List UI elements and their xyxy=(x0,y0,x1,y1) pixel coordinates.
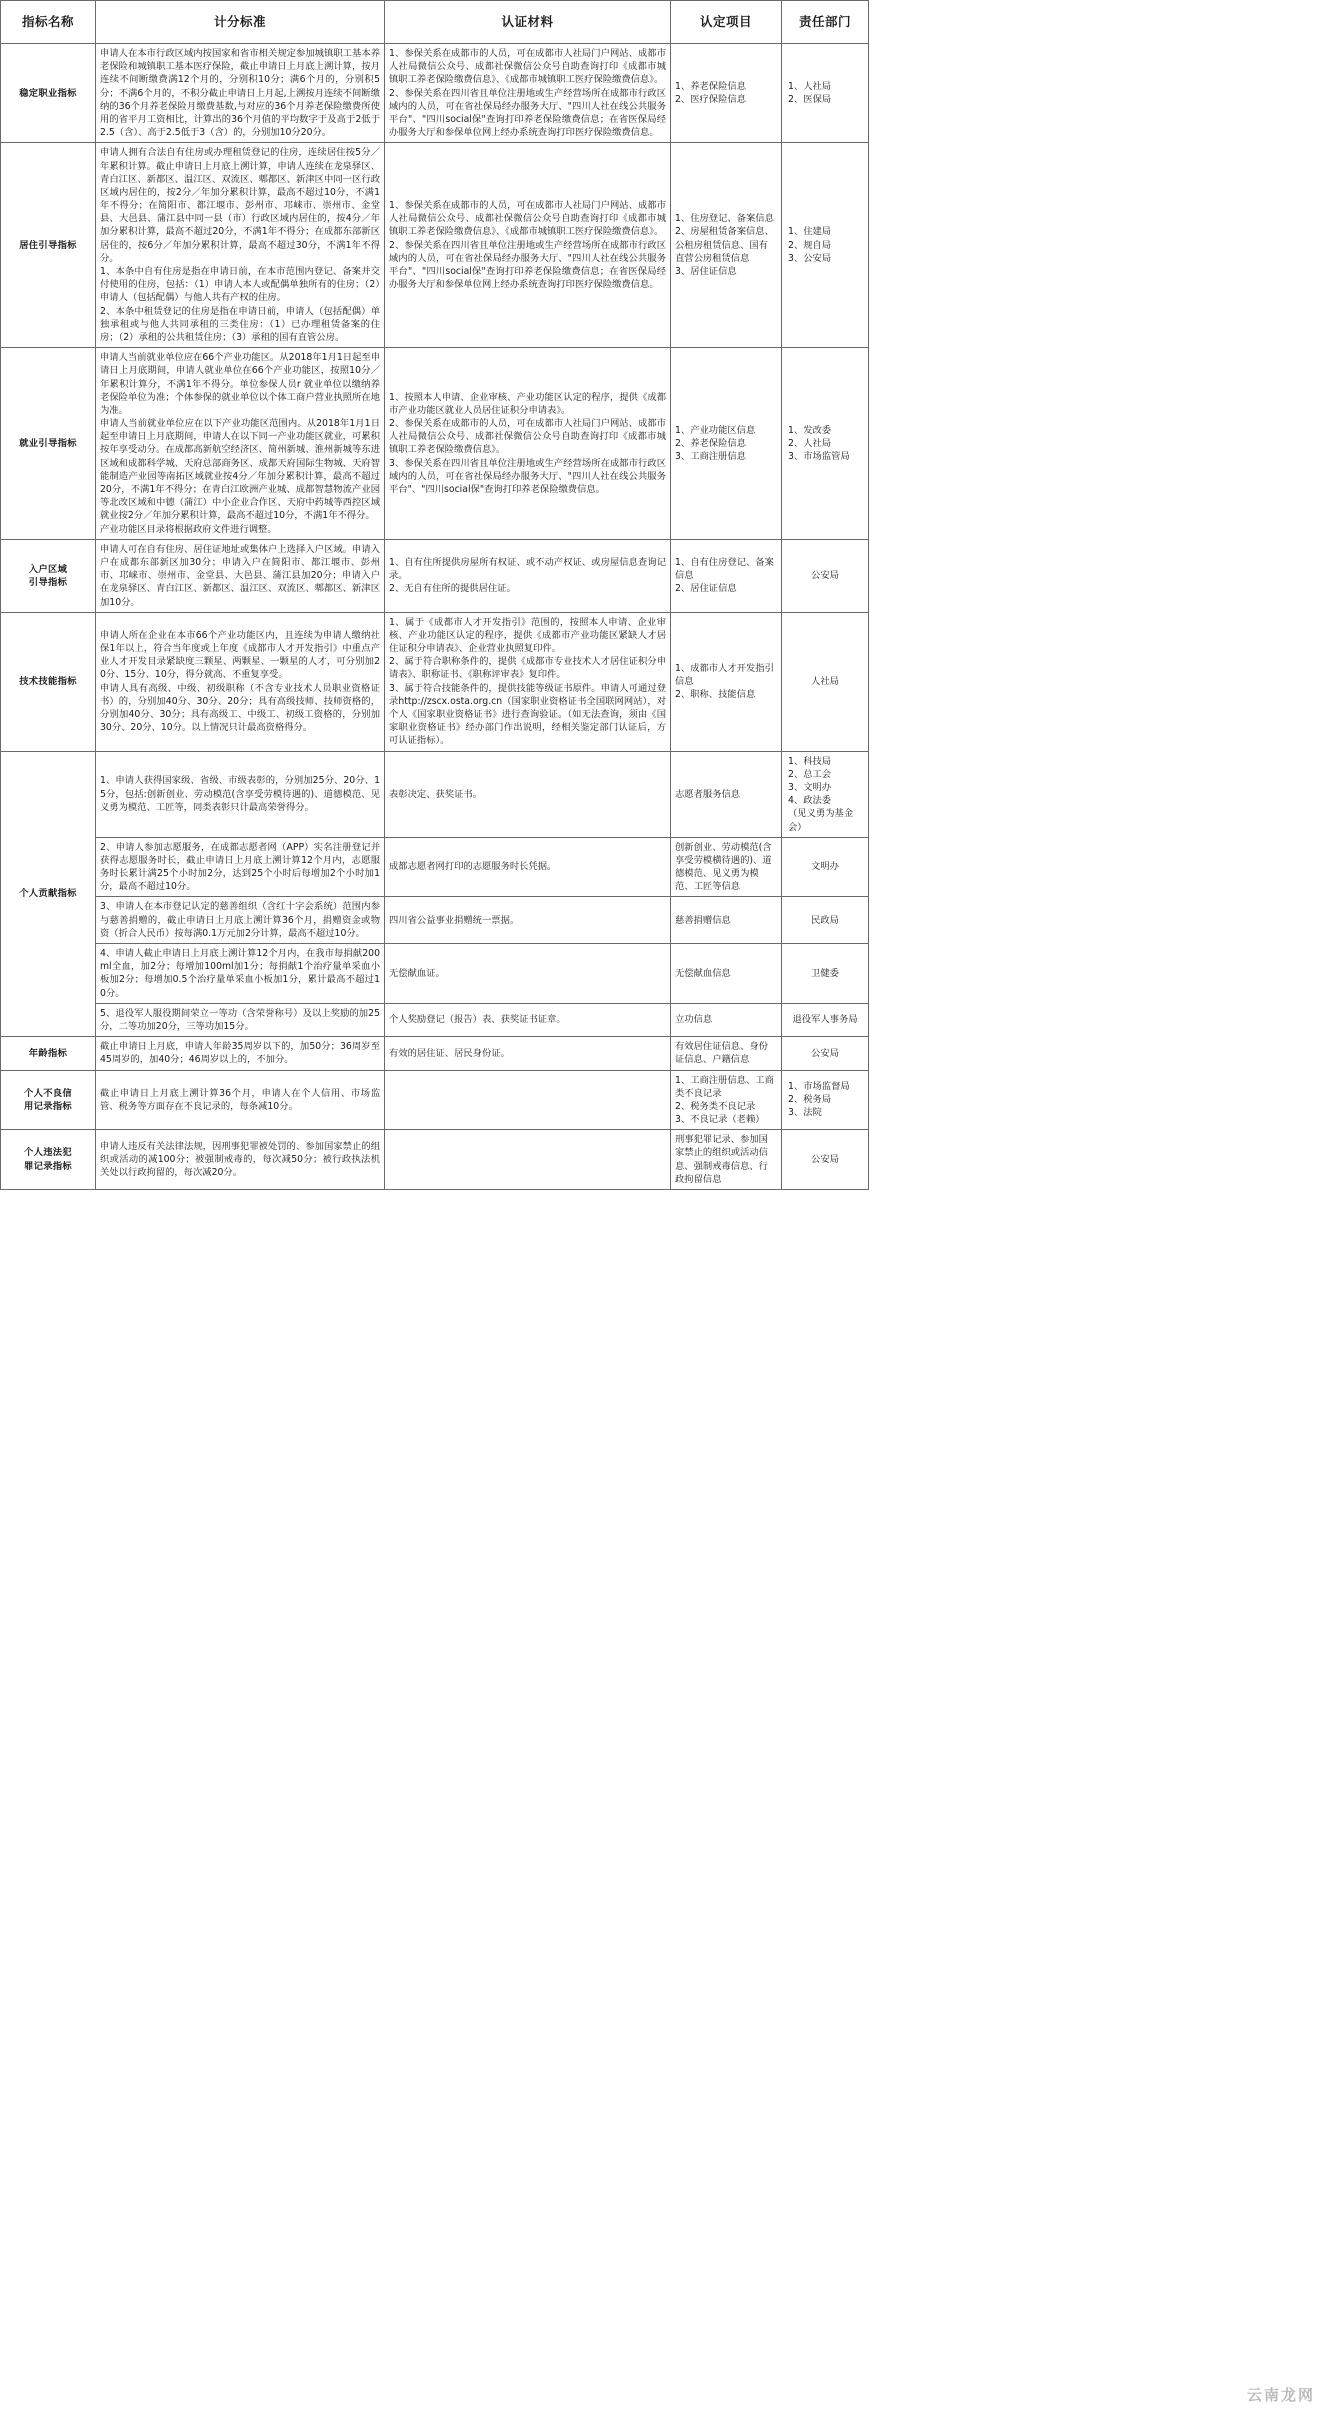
recognition-item-cell: 立功信息 xyxy=(671,1003,782,1036)
scoring-criteria-cell: 申请人可在自有住房、居住证地址或集体户上选择入户区域。申请入户在成都东部新区加30分；申请入户在简阳市、都江堰市、彭州市、邛崃市、崇州市、金堂县、大邑县、蒲江县加20分；申请入户在龙泉驿区、青白江区、新都区、温江区、双流区、郫都区、新津区加10分。 xyxy=(96,539,385,612)
certification-material-cell: 表彰决定、获奖证书。 xyxy=(385,751,671,837)
certification-material-cell: 有效的居住证、居民身份证。 xyxy=(385,1037,671,1070)
certification-material-cell xyxy=(385,1070,671,1130)
indicator-name-cell: 入户区域 引导指标 xyxy=(1,539,96,612)
scoring-criteria-cell: 5、退役军人服役期间荣立一等功（含荣誉称号）及以上奖励的加25分，二等功加20分，三等功加15分。 xyxy=(96,1003,385,1036)
table-body xyxy=(1,44,869,1190)
responsible-department-cell: 1、市场监督局 2、税务局 3、法院 xyxy=(782,1070,869,1130)
scoring-criteria-cell: 申请人所在企业在本市66个产业功能区内，且连续为申请人缴纳社保1年以上，符合当年度或上年度《成都市人才开发指引》中重点产业人才开发目录紧缺度三颗星、两颗星、一颗星的人才，可分别加20分、15分、10分，得分就高、不重复享受。 申请人具有高级、中级、初级职称（不含专业技术人员职业资格证书）的，分别加40分、30分、20分；具有高级技师、技师资格的，分别加40分、30分；具有高级工、中级工、初级工资格的，分别加30分、20分、10分。以上情况只计最高资格得分。 xyxy=(96,612,385,751)
responsible-department-cell: 1、发改委 2、人社局 3、市场监管局 xyxy=(782,348,869,540)
table-row xyxy=(1,1037,869,1070)
indicator-name-cell: 年龄指标 xyxy=(1,1037,96,1070)
certification-material-cell: 1、参保关系在成都市的人员，可在成都市人社局门户网站、成都市人社局微信公众号、成都社保微信公众号自助查询打印《成都市城镇职工养老保险缴费信息》、《成都市城镇职工医疗保险缴费信息》。 2、参保关系在四川省且单位注册地或生产经营场所在成都市行政区域内的人员，可在省社保局经办服务大厅、"四川人社在线公共服务平台"、"四川social保"查询打印养老保险缴费信息；在省医保局经办服务大厅和参保单位网上经办系统查询打印医疗保险缴费信息。 xyxy=(385,44,671,143)
indicator-name-cell: 就业引导指标 xyxy=(1,348,96,540)
column-header-recognition-item: 认定项目 xyxy=(671,1,782,44)
responsible-department-cell: 公安局 xyxy=(782,539,869,612)
scoring-criteria-cell: 2、申请人参加志愿服务，在成都志愿者网（APP）实名注册登记并获得志愿服务时长，截止申请日上月底上溯计算12个月内，志愿服务时长累计满25个小时加2分，达到25个小时后每增加2个小时加1分，最高不超过10分。 xyxy=(96,837,385,897)
column-header-scoring-criteria: 计分标准 xyxy=(96,1,385,44)
recognition-item-cell: 无偿献血信息 xyxy=(671,944,782,1004)
table-row xyxy=(1,1130,869,1190)
recognition-item-cell: 创新创业、劳动模范(含享受劳模横待遇的)、道德模范、见义勇为模范、工匠等信息 xyxy=(671,837,782,897)
responsible-department-cell: 民政局 xyxy=(782,897,869,944)
header-row xyxy=(1,1,869,44)
table-row xyxy=(1,44,869,143)
column-header-responsible-department: 责任部门 xyxy=(782,1,869,44)
certification-material-cell xyxy=(385,1130,671,1190)
responsible-department-cell: 退役军人事务局 xyxy=(782,1003,869,1036)
scoring-criteria-cell: 截止申请日上月底，申请人年龄35周岁以下的，加50分；36周岁至45周岁的，加40分；46周岁以上的，不加分。 xyxy=(96,1037,385,1070)
scoring-criteria-cell: 申请人违反有关法律法规，因刑事犯罪被处罚的、参加国家禁止的组织或活动的减100分；被强制戒毒的，每次减50分；被行政执法机关处以行政拘留的，每次减20分。 xyxy=(96,1130,385,1190)
recognition-item-cell: 1、住房登记、备案信息 2、房屋租赁备案信息、公租房租赁信息、国有直营公房租赁信息 3、居住证信息 xyxy=(671,143,782,348)
indicator-name-cell: 个人不良信 用记录指标 xyxy=(1,1070,96,1130)
responsible-department-cell: 公安局 xyxy=(782,1037,869,1070)
table-row xyxy=(1,539,869,612)
table-row xyxy=(1,837,869,897)
scoring-criteria-cell: 1、申请人获得国家级、省级、市级表彰的，分别加25分、20分、15分，包括:创新创业、劳动模范(含享受劳模待遇的)、道德模范、见义勇为模范、工匠等，同类表彰只计最高荣誉得分。 xyxy=(96,751,385,837)
scoring-criteria-cell: 3、申请人在本市登记认定的慈善组织（含红十字会系统）范围内参与慈善捐赠的，截止申请日上月底上溯计算36个月，捐赠资金或物资（折合人民币）按每满0.1万元加2分计算，最高不超过10分。 xyxy=(96,897,385,944)
column-header-certification-materials: 认证材料 xyxy=(385,1,671,44)
column-header-indicator-name: 指标名称 xyxy=(1,1,96,44)
certification-material-cell: 无偿献血证。 xyxy=(385,944,671,1004)
scoring-criteria-cell: 申请人在本市行政区域内按国家和省市相关规定参加城镇职工基本养老保险和城镇职工基本医疗保险，截止申请日上月底上溯计算，按月连续不间断缴费满12个月的，分别积10分；满6个月的，分别积5分；不满6个月的，不积分截止申请日上月起,上溯按月连续不间断缴纳的36个月养老保险月缴费基数,与对应的36个月养老保险缴费所使用的省平月工资相比，计算出的36个月值的平均数字于及高于2低于2.5（含）、高于2.5低于3（含）的，分别加10分20分。 xyxy=(96,44,385,143)
indicator-name-cell: 个人贡献指标 xyxy=(1,751,96,1037)
recognition-item-cell: 1、自有住房登记、备案信息 2、居住证信息 xyxy=(671,539,782,612)
responsible-department-cell: 卫健委 xyxy=(782,944,869,1004)
table-row xyxy=(1,1070,869,1130)
indicator-name-cell: 个人违法犯 罪记录指标 xyxy=(1,1130,96,1190)
indicator-name-cell: 稳定职业指标 xyxy=(1,44,96,143)
certification-material-cell: 1、自有住所提供房屋所有权证、或不动产权证、或房屋信息查询记录。 2、无自有住所的提供居住证。 xyxy=(385,539,671,612)
points-criteria-table xyxy=(0,0,869,1190)
indicator-name-cell: 居住引导指标 xyxy=(1,143,96,348)
recognition-item-cell: 志愿者服务信息 xyxy=(671,751,782,837)
recognition-item-cell: 慈善捐赠信息 xyxy=(671,897,782,944)
indicator-name-cell: 技术技能指标 xyxy=(1,612,96,751)
watermark: 云南龙网 xyxy=(1246,2386,1315,2404)
recognition-item-cell: 有效居住证信息、身份证信息、户籍信息 xyxy=(671,1037,782,1070)
recognition-item-cell: 1、工商注册信息、工商类不良记录 2、税务类不良记录 3、不良记录（老赖） xyxy=(671,1070,782,1130)
certification-material-cell: 1、属于《成都市人才开发指引》范围的，按照本人申请、企业审核、产业功能区认定的程序，提供《成都市产业功能区紧缺人才居住证积分申请表》、企业营业执照复印件。 2、属于符合职称条件的，提供《成都市专业技术人才居住证积分申请表》、职称证书、《职称评审表》复印件。 3、属于符合技能条件的，提供技能等级证书原件。申请人可通过登录http://zscx.osta.org.cn（国家职业资格证书全国联网网站），对个人《国家职业资格证书》进行查询验证。（如无法查询，须由《国家职业资格证书》经办部门作出说明，经相关鉴定部门认证后，方可认证指标）。 xyxy=(385,612,671,751)
certification-material-cell: 个人奖励登记（报告）表、获奖证书证章。 xyxy=(385,1003,671,1036)
scoring-criteria-cell: 截止申请日上月底上溯计算36个月，申请人在个人信用、市场监管、税务等方面存在不良记录的，每条减10分。 xyxy=(96,1070,385,1130)
responsible-department-cell: 1、人社局 2、医保局 xyxy=(782,44,869,143)
responsible-department-cell: 公安局 xyxy=(782,1130,869,1190)
certification-material-cell: 1、按照本人申请、企业审核、产业功能区认定的程序，提供《成都市产业功能区就业人员居住证积分申请表》。 2、参保关系在成都市的人员，可在成都市人社局门户网站、成都市人社局微信公众号、成都社保微信公众号自助查询打印《成都市城镇职工养老保险缴费信息》。 3、参保关系在四川省且单位注册地或生产经营场所在成都市行政区域内的人员，可在省社保局经办服务大厅、"四川人社在线公共服务平台"、"四川social保"查询打印养老保险缴费信息。 xyxy=(385,348,671,540)
table-row xyxy=(1,751,869,837)
recognition-item-cell: 刑事犯罪记录、参加国家禁止的组织或活动信息、强制戒毒信息、行政拘留信息 xyxy=(671,1130,782,1190)
table-header xyxy=(1,1,869,44)
certification-material-cell: 四川省公益事业捐赠统一票据。 xyxy=(385,897,671,944)
table-row xyxy=(1,612,869,751)
recognition-item-cell: 1、成都市人才开发指引信息 2、职称、技能信息 xyxy=(671,612,782,751)
recognition-item-cell: 1、产业功能区信息 2、养老保险信息 3、工商注册信息 xyxy=(671,348,782,540)
responsible-department-cell: 1、住建局 2、规自局 3、公安局 xyxy=(782,143,869,348)
table-row xyxy=(1,348,869,540)
table-row xyxy=(1,143,869,348)
table-row xyxy=(1,944,869,1004)
scoring-criteria-cell: 申请人拥有合法自有住房或办理租赁登记的住房，连续居住按5分／年累积计算。截止申请日上月底上溯计算，申请人连续在龙泉驿区、青白江区、新都区、温江区、双流区、郫都区、新津区中同一区行政区域内居住的，按2分／年加分累积计算，最高不超过10分，不满1年不得分；在简阳市、都江堰市、彭州市、邛崃市、崇州市、金堂县、大邑县、蒲江县中同一县（市）行政区域内居住的，按4分／年加分累积计算，最高不超过20分，不满1年不得分；在成都东部新区居住的，按6分／年加分累积计算，最高不超过30分，不满1年不得分。 1、本条中自有住房是指在申请日前，在本市范围内登记、备案并交付使用的住房，包括：（1）申请人本人或配偶单独所有的住房；（2）申请人（包括配偶）与他人共有产权的住房。 2、本条中租赁登记的住房是指在申请日前，申请人（包括配偶）单独承租或与他人共同承租的三类住房：（1）已办理租赁备案的住房；（2）承租的公共租赁住房；（3）承租的国有直管公房。 xyxy=(96,143,385,348)
recognition-item-cell: 1、养老保险信息 2、医疗保险信息 xyxy=(671,44,782,143)
table-row xyxy=(1,897,869,944)
responsible-department-cell: 人社局 xyxy=(782,612,869,751)
certification-material-cell: 1、参保关系在成都市的人员，可在成都市人社局门户网站、成都市人社局微信公众号、成都社保微信公众号自助查询打印《成都市城镇职工养老保险缴费信息》、《成都市城镇职工医疗保险缴费信息》。 2、参保关系在四川省且单位注册地或生产经营场所在成都市行政区域内的人员，可在省社保局经办服务大厅、"四川人社在线公共服务平台"、"四川social保"查询打印养老保险缴费信息；在省医保局经办服务大厅和参保单位网上经办系统查询打印医疗保险缴费信息。 xyxy=(385,143,671,348)
certification-material-cell: 成都志愿者网打印的志愿服务时长凭据。 xyxy=(385,837,671,897)
table-row xyxy=(1,1003,869,1036)
scoring-criteria-cell: 4、申请人截止申请日上月底上溯计算12个月内，在我市每捐献200ml全血，加2分；每增加100ml加1分；每捐献1个治疗量单采血小板加2分；每增加0.5个治疗量单采血小板加1分，累计最高不超过10分。 xyxy=(96,944,385,1004)
scoring-criteria-cell: 申请人当前就业单位应在66个产业功能区。从2018年1月1日起至申请日上月底期间，申请人就业单位在66个产业功能区，按照10分／年累积计算分，不满1年不得分。单位参保人员r 就业单位以缴纳养老保险单位为准；个体参保的就业单位以个体工商户营业执照所在地为准。 申请人当前就业单位应在以下产业功能区范围内。从2018年1月1日起至申请日上月底期间，申请人在以下同一产业功能区就业，可累积按年享受动分。在成都高新航空经济区、简州新城、淮州新城等东进区域和成都科学城、天府总部商务区、成都天府国际生物城、天府智能制造产业园等南拓区域就业按4分／年加分累积计算，最高不超过20分，不满1年不得分；在青白江欧洲产业城、成都智慧物流产业园等北改区域和中德（蒲江）中小企业合作区、天府中药城等西控区域就业按2分／年加分累积计算，最高不超过10分，不满1年不得分。 产业功能区目录将根据政府文件进行调整。 xyxy=(96,348,385,540)
responsible-department-cell: 1、科技局 2、总工会 3、文明办 4、政法委 （见义勇为基金会） xyxy=(782,751,869,837)
responsible-department-cell: 文明办 xyxy=(782,837,869,897)
